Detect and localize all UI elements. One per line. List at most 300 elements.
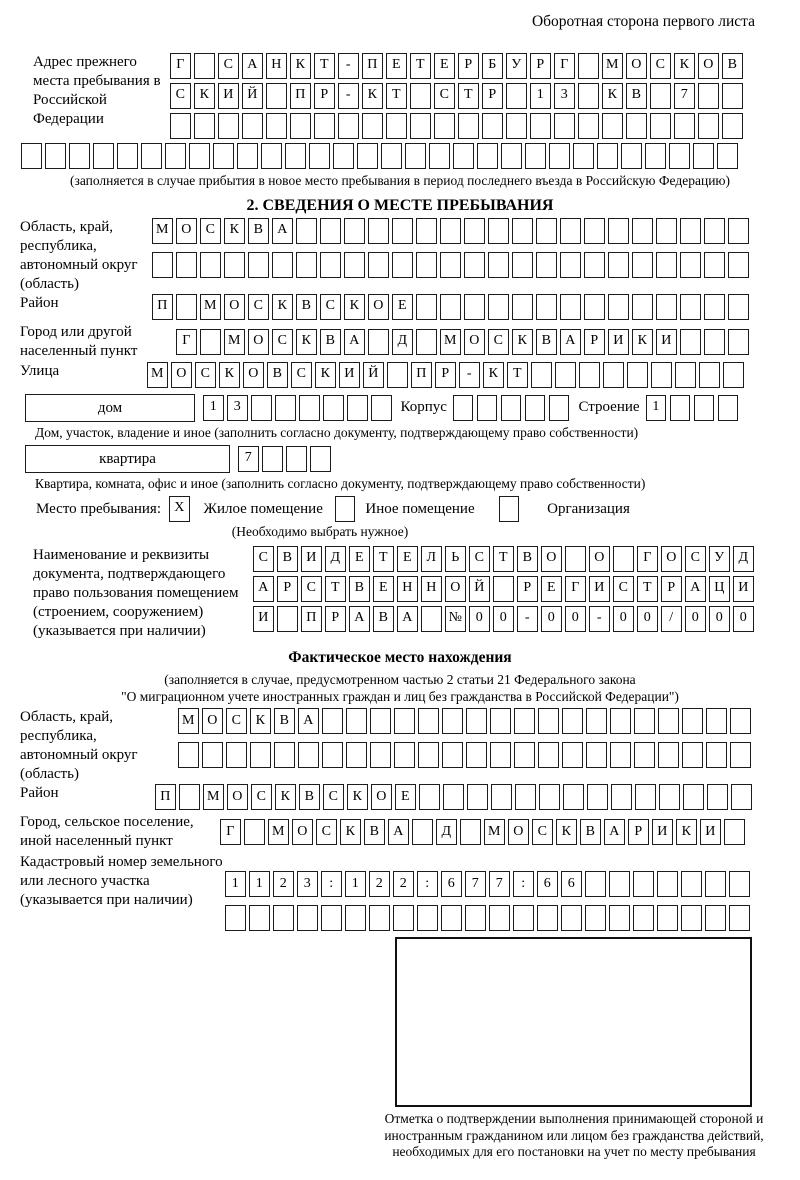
char-cell[interactable]: Ц <box>709 576 730 602</box>
char-cell[interactable] <box>333 143 354 169</box>
char-cell[interactable] <box>682 742 703 768</box>
char-cell[interactable]: 1 <box>225 871 246 897</box>
char-cell[interactable] <box>670 395 691 421</box>
char-cell[interactable]: А <box>349 606 370 632</box>
char-cell[interactable] <box>338 113 359 139</box>
char-cell[interactable] <box>731 784 752 810</box>
char-cell[interactable] <box>621 143 642 169</box>
char-cell[interactable]: О <box>661 546 682 572</box>
char-cell[interactable]: : <box>513 871 534 897</box>
char-cell[interactable] <box>405 143 426 169</box>
char-cell[interactable] <box>493 576 514 602</box>
char-cell[interactable]: С <box>685 546 706 572</box>
char-cell[interactable] <box>489 905 510 931</box>
char-cell[interactable] <box>730 742 751 768</box>
char-cell[interactable] <box>531 362 552 388</box>
char-cell[interactable] <box>724 819 745 845</box>
char-cell[interactable] <box>562 708 583 734</box>
char-cell[interactable] <box>525 143 546 169</box>
char-cell[interactable] <box>530 113 551 139</box>
char-cell[interactable]: Р <box>458 53 479 79</box>
char-cell[interactable]: А <box>242 53 263 79</box>
char-cell[interactable] <box>418 708 439 734</box>
char-cell[interactable] <box>296 218 317 244</box>
char-cell[interactable]: С <box>301 576 322 602</box>
char-cell[interactable]: 2 <box>393 871 414 897</box>
char-cell[interactable]: К <box>602 83 623 109</box>
checkbox-other-premises[interactable] <box>335 496 356 522</box>
char-cell[interactable]: Т <box>493 546 514 572</box>
char-cell[interactable] <box>656 218 677 244</box>
char-cell[interactable]: М <box>200 294 221 320</box>
char-cell[interactable]: С <box>469 546 490 572</box>
char-cell[interactable]: С <box>200 218 221 244</box>
char-cell[interactable] <box>416 252 437 278</box>
char-cell[interactable] <box>707 784 728 810</box>
char-cell[interactable]: 3 <box>297 871 318 897</box>
char-cell[interactable]: В <box>349 576 370 602</box>
char-cell[interactable]: В <box>267 362 288 388</box>
char-cell[interactable]: Т <box>373 546 394 572</box>
char-cell[interactable]: О <box>176 218 197 244</box>
char-cell[interactable]: К <box>275 784 296 810</box>
char-cell[interactable] <box>213 143 234 169</box>
char-cell[interactable]: 0 <box>469 606 490 632</box>
char-cell[interactable] <box>584 294 605 320</box>
char-cell[interactable]: Е <box>373 576 394 602</box>
char-cell[interactable]: С <box>650 53 671 79</box>
char-cell[interactable] <box>272 252 293 278</box>
char-cell[interactable] <box>718 395 739 421</box>
char-cell[interactable] <box>320 218 341 244</box>
char-cell[interactable]: О <box>292 819 313 845</box>
char-cell[interactable]: М <box>440 329 461 355</box>
char-cell[interactable] <box>613 546 634 572</box>
char-cell[interactable] <box>578 113 599 139</box>
char-cell[interactable] <box>237 143 258 169</box>
char-cell[interactable] <box>441 905 462 931</box>
char-cell[interactable]: И <box>218 83 239 109</box>
char-cell[interactable]: С <box>532 819 553 845</box>
char-cell[interactable] <box>698 83 719 109</box>
char-cell[interactable] <box>417 905 438 931</box>
char-cell[interactable] <box>635 784 656 810</box>
char-cell[interactable] <box>578 83 599 109</box>
char-cell[interactable] <box>626 113 647 139</box>
char-cell[interactable] <box>464 218 485 244</box>
char-cell[interactable] <box>656 252 677 278</box>
char-cell[interactable] <box>669 143 690 169</box>
char-cell[interactable] <box>440 218 461 244</box>
char-cell[interactable] <box>501 143 522 169</box>
char-cell[interactable] <box>584 218 605 244</box>
char-cell[interactable]: Т <box>637 576 658 602</box>
char-cell[interactable] <box>314 113 335 139</box>
char-cell[interactable] <box>578 53 599 79</box>
char-cell[interactable] <box>490 708 511 734</box>
apartment-type-box[interactable]: квартира <box>25 445 230 473</box>
char-cell[interactable] <box>609 871 630 897</box>
char-cell[interactable] <box>514 708 535 734</box>
char-cell[interactable]: С <box>195 362 216 388</box>
char-cell[interactable]: 6 <box>441 871 462 897</box>
char-cell[interactable]: Г <box>554 53 575 79</box>
char-cell[interactable]: Г <box>565 576 586 602</box>
char-cell[interactable]: В <box>299 784 320 810</box>
char-cell[interactable] <box>573 143 594 169</box>
char-cell[interactable]: С <box>170 83 191 109</box>
char-cell[interactable]: М <box>268 819 289 845</box>
char-cell[interactable] <box>117 143 138 169</box>
char-cell[interactable] <box>610 708 631 734</box>
char-cell[interactable]: С <box>320 294 341 320</box>
char-cell[interactable]: 0 <box>493 606 514 632</box>
char-cell[interactable]: В <box>274 708 295 734</box>
char-cell[interactable] <box>248 252 269 278</box>
char-cell[interactable] <box>194 113 215 139</box>
char-cell[interactable] <box>722 83 743 109</box>
char-cell[interactable]: М <box>602 53 623 79</box>
char-cell[interactable]: : <box>321 871 342 897</box>
char-cell[interactable] <box>218 113 239 139</box>
char-cell[interactable]: Р <box>314 83 335 109</box>
char-cell[interactable] <box>728 294 749 320</box>
char-cell[interactable]: Д <box>325 546 346 572</box>
char-cell[interactable] <box>226 742 247 768</box>
char-cell[interactable]: К <box>296 329 317 355</box>
char-cell[interactable] <box>538 742 559 768</box>
char-cell[interactable] <box>650 113 671 139</box>
char-cell[interactable] <box>386 113 407 139</box>
char-cell[interactable]: 1 <box>530 83 551 109</box>
char-cell[interactable] <box>512 294 533 320</box>
char-cell[interactable]: О <box>371 784 392 810</box>
char-cell[interactable]: С <box>316 819 337 845</box>
char-cell[interactable] <box>563 784 584 810</box>
char-cell[interactable] <box>554 113 575 139</box>
char-cell[interactable]: Е <box>434 53 455 79</box>
char-cell[interactable] <box>412 819 433 845</box>
char-cell[interactable] <box>394 708 415 734</box>
char-cell[interactable]: К <box>272 294 293 320</box>
char-cell[interactable] <box>659 784 680 810</box>
char-cell[interactable] <box>730 708 751 734</box>
char-cell[interactable]: Е <box>392 294 413 320</box>
char-cell[interactable] <box>179 784 200 810</box>
char-cell[interactable] <box>706 742 727 768</box>
char-cell[interactable] <box>680 252 701 278</box>
char-cell[interactable]: С <box>323 784 344 810</box>
char-cell[interactable]: Р <box>661 576 682 602</box>
char-cell[interactable]: С <box>253 546 274 572</box>
char-cell[interactable] <box>656 294 677 320</box>
char-cell[interactable]: В <box>296 294 317 320</box>
char-cell[interactable] <box>562 742 583 768</box>
char-cell[interactable]: И <box>652 819 673 845</box>
char-cell[interactable] <box>693 143 714 169</box>
char-cell[interactable] <box>675 362 696 388</box>
char-cell[interactable] <box>370 708 391 734</box>
char-cell[interactable] <box>357 143 378 169</box>
char-cell[interactable]: 7 <box>674 83 695 109</box>
char-cell[interactable] <box>611 784 632 810</box>
char-cell[interactable]: Е <box>541 576 562 602</box>
char-cell[interactable]: В <box>373 606 394 632</box>
char-cell[interactable] <box>586 742 607 768</box>
char-cell[interactable]: Е <box>386 53 407 79</box>
char-cell[interactable] <box>729 871 750 897</box>
char-cell[interactable] <box>200 252 221 278</box>
char-cell[interactable] <box>296 252 317 278</box>
char-cell[interactable]: М <box>224 329 245 355</box>
char-cell[interactable] <box>345 905 366 931</box>
char-cell[interactable] <box>634 708 655 734</box>
char-cell[interactable]: И <box>589 576 610 602</box>
char-cell[interactable]: Р <box>517 576 538 602</box>
char-cell[interactable]: К <box>556 819 577 845</box>
char-cell[interactable] <box>506 83 527 109</box>
char-cell[interactable]: К <box>674 53 695 79</box>
char-cell[interactable]: А <box>604 819 625 845</box>
char-cell[interactable] <box>549 395 570 421</box>
char-cell[interactable]: О <box>171 362 192 388</box>
char-cell[interactable] <box>165 143 186 169</box>
char-cell[interactable] <box>501 395 522 421</box>
char-cell[interactable] <box>681 871 702 897</box>
char-cell[interactable]: Р <box>628 819 649 845</box>
char-cell[interactable]: 6 <box>537 871 558 897</box>
char-cell[interactable]: Т <box>325 576 346 602</box>
char-cell[interactable] <box>310 446 331 472</box>
char-cell[interactable] <box>202 742 223 768</box>
char-cell[interactable]: М <box>147 362 168 388</box>
char-cell[interactable]: О <box>368 294 389 320</box>
char-cell[interactable]: Д <box>392 329 413 355</box>
char-cell[interactable] <box>465 905 486 931</box>
char-cell[interactable] <box>93 143 114 169</box>
char-cell[interactable]: И <box>608 329 629 355</box>
char-cell[interactable]: Г <box>176 329 197 355</box>
char-cell[interactable] <box>277 606 298 632</box>
char-cell[interactable]: 3 <box>227 395 248 421</box>
char-cell[interactable]: Р <box>325 606 346 632</box>
char-cell[interactable]: К <box>315 362 336 388</box>
char-cell[interactable]: Н <box>266 53 287 79</box>
checkbox-residential[interactable]: X <box>169 496 190 522</box>
char-cell[interactable] <box>488 294 509 320</box>
char-cell[interactable]: М <box>152 218 173 244</box>
char-cell[interactable] <box>597 143 618 169</box>
char-cell[interactable]: М <box>178 708 199 734</box>
char-cell[interactable] <box>585 871 606 897</box>
char-cell[interactable] <box>362 113 383 139</box>
char-cell[interactable] <box>368 252 389 278</box>
char-cell[interactable] <box>369 905 390 931</box>
char-cell[interactable] <box>466 742 487 768</box>
char-cell[interactable]: М <box>203 784 224 810</box>
char-cell[interactable] <box>717 143 738 169</box>
char-cell[interactable] <box>434 113 455 139</box>
char-cell[interactable]: О <box>248 329 269 355</box>
char-cell[interactable] <box>585 905 606 931</box>
char-cell[interactable] <box>609 905 630 931</box>
char-cell[interactable]: Л <box>421 546 442 572</box>
char-cell[interactable] <box>346 708 367 734</box>
char-cell[interactable]: С <box>248 294 269 320</box>
char-cell[interactable] <box>555 362 576 388</box>
char-cell[interactable]: В <box>580 819 601 845</box>
char-cell[interactable] <box>694 395 715 421</box>
char-cell[interactable] <box>250 742 271 768</box>
char-cell[interactable]: О <box>224 294 245 320</box>
char-cell[interactable]: О <box>589 546 610 572</box>
char-cell[interactable]: 2 <box>273 871 294 897</box>
char-cell[interactable]: Р <box>435 362 456 388</box>
char-cell[interactable] <box>506 113 527 139</box>
char-cell[interactable]: Р <box>482 83 503 109</box>
char-cell[interactable] <box>442 708 463 734</box>
char-cell[interactable] <box>200 329 221 355</box>
char-cell[interactable] <box>536 218 557 244</box>
char-cell[interactable]: Е <box>395 784 416 810</box>
char-cell[interactable]: 0 <box>637 606 658 632</box>
char-cell[interactable] <box>560 218 581 244</box>
char-cell[interactable]: 0 <box>685 606 706 632</box>
char-cell[interactable] <box>370 742 391 768</box>
char-cell[interactable] <box>608 218 629 244</box>
char-cell[interactable] <box>539 784 560 810</box>
char-cell[interactable] <box>682 708 703 734</box>
char-cell[interactable] <box>286 446 307 472</box>
char-cell[interactable]: П <box>155 784 176 810</box>
char-cell[interactable] <box>176 294 197 320</box>
char-cell[interactable]: М <box>484 819 505 845</box>
char-cell[interactable] <box>440 294 461 320</box>
char-cell[interactable]: Г <box>170 53 191 79</box>
char-cell[interactable]: Г <box>637 546 658 572</box>
char-cell[interactable] <box>416 218 437 244</box>
char-cell[interactable]: А <box>685 576 706 602</box>
char-cell[interactable] <box>683 784 704 810</box>
char-cell[interactable] <box>249 905 270 931</box>
char-cell[interactable]: К <box>219 362 240 388</box>
char-cell[interactable] <box>392 218 413 244</box>
char-cell[interactable] <box>512 218 533 244</box>
char-cell[interactable]: У <box>506 53 527 79</box>
char-cell[interactable] <box>416 329 437 355</box>
char-cell[interactable]: Д <box>436 819 457 845</box>
char-cell[interactable]: 6 <box>561 871 582 897</box>
char-cell[interactable] <box>152 252 173 278</box>
char-cell[interactable]: 0 <box>565 606 586 632</box>
char-cell[interactable]: Б <box>482 53 503 79</box>
char-cell[interactable] <box>650 83 671 109</box>
char-cell[interactable]: / <box>661 606 682 632</box>
char-cell[interactable]: В <box>364 819 385 845</box>
char-cell[interactable] <box>322 708 343 734</box>
char-cell[interactable]: С <box>613 576 634 602</box>
char-cell[interactable] <box>704 252 725 278</box>
char-cell[interactable] <box>477 395 498 421</box>
char-cell[interactable]: : <box>417 871 438 897</box>
char-cell[interactable]: - <box>338 83 359 109</box>
char-cell[interactable]: А <box>298 708 319 734</box>
char-cell[interactable]: Р <box>277 576 298 602</box>
char-cell[interactable]: Р <box>530 53 551 79</box>
char-cell[interactable] <box>170 113 191 139</box>
char-cell[interactable] <box>705 871 726 897</box>
char-cell[interactable]: Н <box>421 576 442 602</box>
char-cell[interactable] <box>657 871 678 897</box>
char-cell[interactable]: Т <box>314 53 335 79</box>
char-cell[interactable] <box>482 113 503 139</box>
char-cell[interactable]: - <box>589 606 610 632</box>
char-cell[interactable]: О <box>698 53 719 79</box>
char-cell[interactable]: О <box>227 784 248 810</box>
char-cell[interactable]: 1 <box>249 871 270 897</box>
char-cell[interactable]: И <box>700 819 721 845</box>
char-cell[interactable] <box>346 742 367 768</box>
char-cell[interactable] <box>490 742 511 768</box>
char-cell[interactable] <box>633 871 654 897</box>
char-cell[interactable] <box>488 218 509 244</box>
char-cell[interactable]: 2 <box>369 871 390 897</box>
char-cell[interactable] <box>419 784 440 810</box>
char-cell[interactable]: А <box>560 329 581 355</box>
char-cell[interactable]: 3 <box>554 83 575 109</box>
char-cell[interactable] <box>579 362 600 388</box>
char-cell[interactable]: О <box>445 576 466 602</box>
char-cell[interactable]: С <box>226 708 247 734</box>
char-cell[interactable] <box>536 252 557 278</box>
char-cell[interactable] <box>602 113 623 139</box>
char-cell[interactable]: С <box>218 53 239 79</box>
char-cell[interactable] <box>453 395 474 421</box>
char-cell[interactable]: 0 <box>613 606 634 632</box>
char-cell[interactable]: - <box>517 606 538 632</box>
char-cell[interactable]: В <box>320 329 341 355</box>
char-cell[interactable] <box>274 742 295 768</box>
char-cell[interactable]: Т <box>386 83 407 109</box>
char-cell[interactable] <box>560 294 581 320</box>
char-cell[interactable] <box>537 905 558 931</box>
char-cell[interactable]: С <box>488 329 509 355</box>
char-cell[interactable]: В <box>248 218 269 244</box>
char-cell[interactable] <box>309 143 330 169</box>
char-cell[interactable]: К <box>483 362 504 388</box>
char-cell[interactable] <box>466 708 487 734</box>
char-cell[interactable] <box>681 905 702 931</box>
char-cell[interactable] <box>722 113 743 139</box>
char-cell[interactable] <box>728 218 749 244</box>
char-cell[interactable]: Е <box>349 546 370 572</box>
char-cell[interactable] <box>488 252 509 278</box>
char-cell[interactable] <box>189 143 210 169</box>
char-cell[interactable]: К <box>676 819 697 845</box>
house-type-box[interactable]: дом <box>25 394 195 422</box>
char-cell[interactable] <box>392 252 413 278</box>
char-cell[interactable] <box>176 252 197 278</box>
char-cell[interactable]: С <box>291 362 312 388</box>
char-cell[interactable]: К <box>362 83 383 109</box>
char-cell[interactable]: К <box>290 53 311 79</box>
char-cell[interactable]: К <box>224 218 245 244</box>
char-cell[interactable] <box>633 905 654 931</box>
char-cell[interactable] <box>657 905 678 931</box>
char-cell[interactable] <box>565 546 586 572</box>
char-cell[interactable]: А <box>253 576 274 602</box>
char-cell[interactable] <box>651 362 672 388</box>
